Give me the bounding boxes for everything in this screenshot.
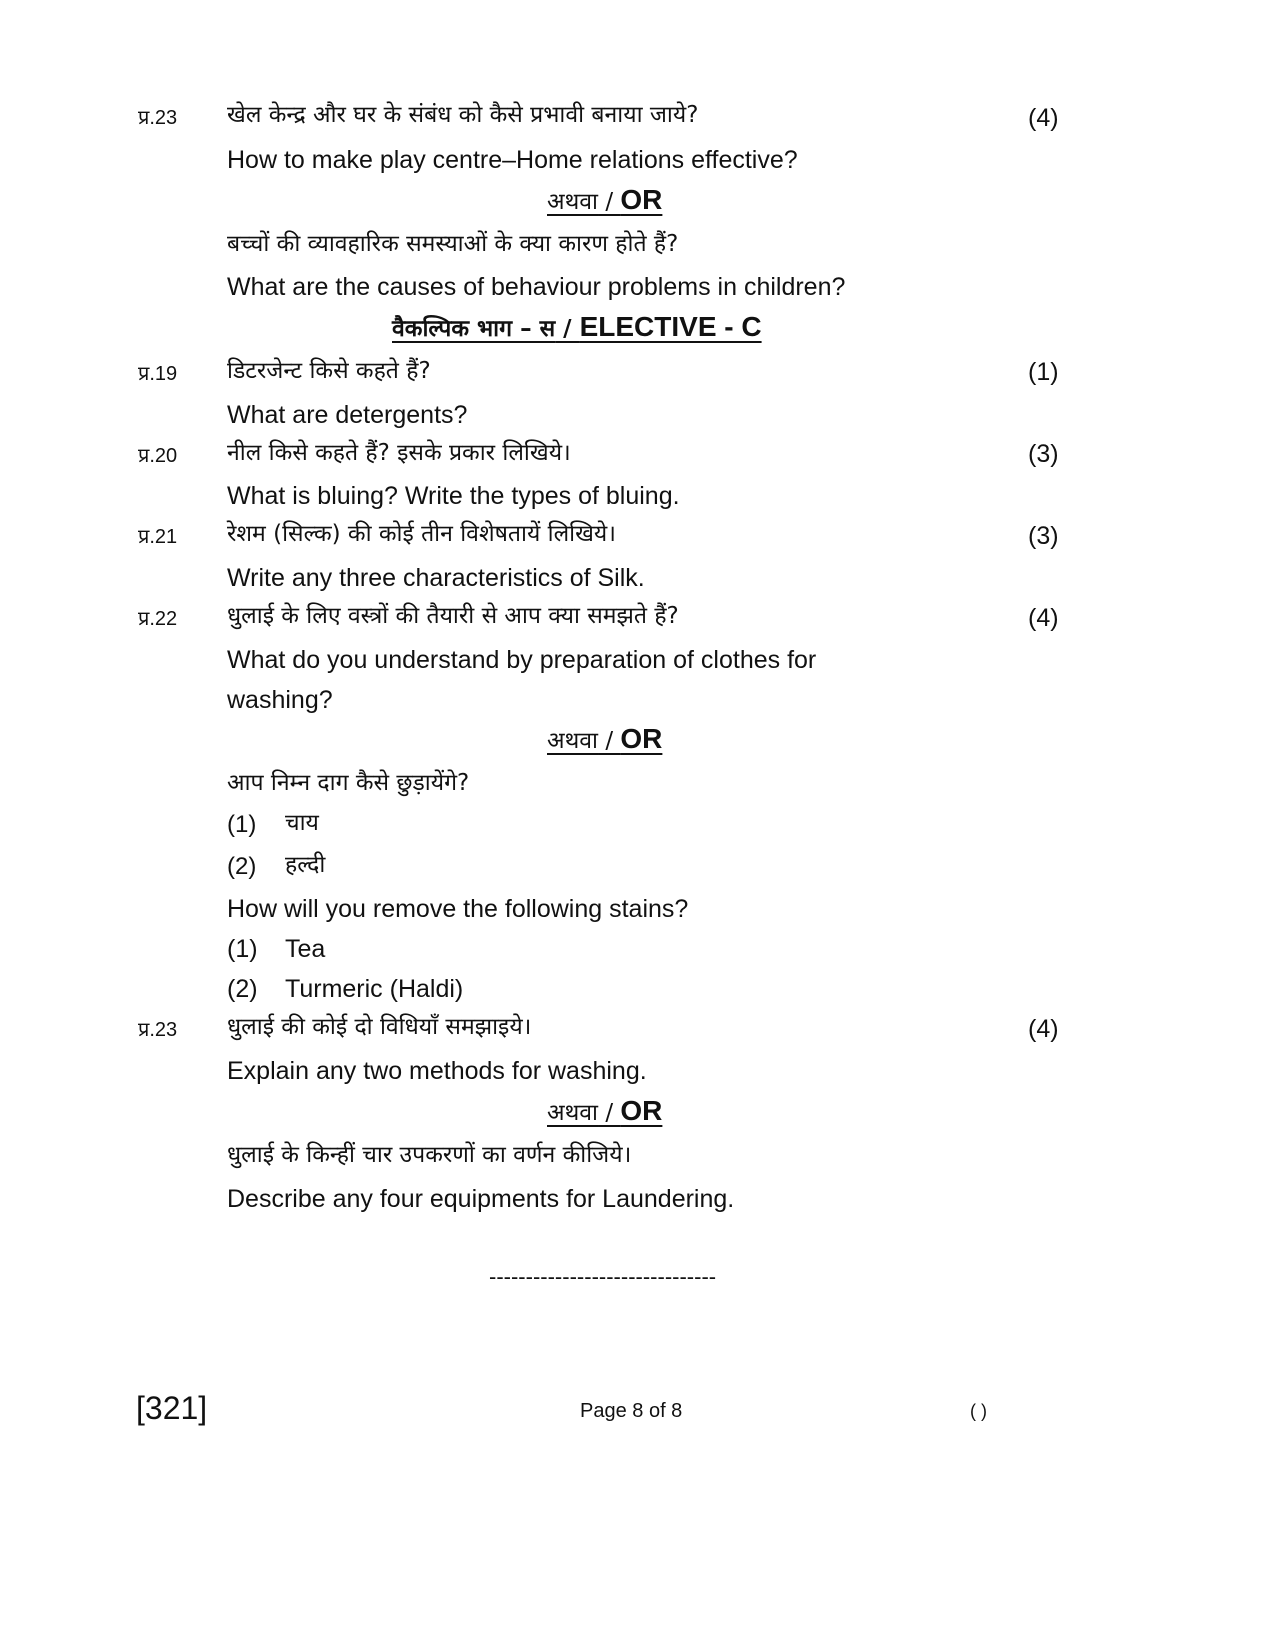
paper-code: [321]: [136, 1390, 208, 1426]
question-english: How to make play centre–Home relations effective?: [227, 146, 798, 174]
question-english: What do you understand by preparation of clothes for: [227, 646, 817, 674]
footer-parentheses: ( ): [970, 1401, 987, 1421]
question-english: Write any three characteristics of Silk.: [227, 564, 645, 592]
question-english-continued: washing?: [227, 686, 333, 714]
list-item-number: (1): [227, 811, 257, 838]
question-marks: (1): [1028, 358, 1059, 386]
list-item: Turmeric (Haldi): [285, 975, 464, 1003]
alternative-hindi: बच्चों की व्यावहारिक समस्याओं के क्या कारण होते हैं?: [227, 231, 679, 257]
question-number: प्र.19: [138, 363, 178, 385]
question-english: What are detergents?: [227, 401, 468, 429]
list-item: चाय: [285, 810, 319, 836]
alternative-english: How will you remove the following stains?: [227, 895, 689, 923]
question-marks: (3): [1028, 522, 1059, 550]
alternative-hindi: आप निम्न दाग कैसे छुड़ायेंगे?: [227, 770, 470, 796]
question-hindi: धुलाई की कोई दो विधियाँ समझाइये।: [227, 1014, 532, 1040]
alternative-hindi: धुलाई के किन्हीं चार उपकरणों का वर्णन कीजिये।: [227, 1142, 632, 1168]
list-item: Tea: [285, 935, 326, 963]
alternative-english: Describe any four equipments for Laundering.: [227, 1185, 735, 1213]
question-marks: (4): [1028, 1015, 1059, 1043]
question-hindi: धुलाई के लिए वस्त्रों की तैयारी से आप क्या समझते हैं?: [227, 603, 679, 629]
list-item-number: (1): [227, 935, 258, 963]
question-marks: (4): [1028, 104, 1059, 132]
question-hindi: रेशम (सिल्क) की कोई तीन विशेषतायें लिखिये।: [227, 521, 616, 547]
list-item-number: (2): [227, 975, 258, 1003]
question-number: प्र.23: [138, 107, 178, 129]
question-number: प्र.20: [138, 445, 178, 467]
list-item-number: (2): [227, 853, 257, 880]
question-marks: (4): [1028, 604, 1059, 632]
question-number: प्र.21: [138, 526, 178, 548]
question-marks: (3): [1028, 440, 1059, 468]
section-heading: वैकल्पिक भाग – स / ELECTIVE - C: [392, 311, 762, 342]
or-divider: अथवा / OR: [547, 723, 663, 754]
end-rule: -------------------------------: [489, 1264, 717, 1289]
question-english: Explain any two methods for washing.: [227, 1057, 647, 1085]
question-number: प्र.22: [138, 608, 178, 630]
alternative-english: What are the causes of behaviour problems in children?: [227, 273, 846, 301]
list-item: हल्दी: [285, 852, 326, 878]
page-number: Page 8 of 8: [580, 1400, 683, 1422]
question-hindi: डिटरजेन्ट किसे कहते हैं?: [227, 358, 431, 384]
question-hindi: नील किसे कहते हैं? इसके प्रकार लिखिये।: [227, 440, 571, 466]
question-hindi: खेल केन्द्र और घर के संबंध को कैसे प्रभावी बनाया जाये?: [227, 102, 699, 128]
question-number: प्र.23: [138, 1019, 178, 1041]
question-english: What is bluing? Write the types of bluing.: [227, 482, 680, 510]
or-divider: अथवा / OR: [547, 1095, 663, 1126]
or-divider: अथवा / OR: [547, 184, 663, 215]
